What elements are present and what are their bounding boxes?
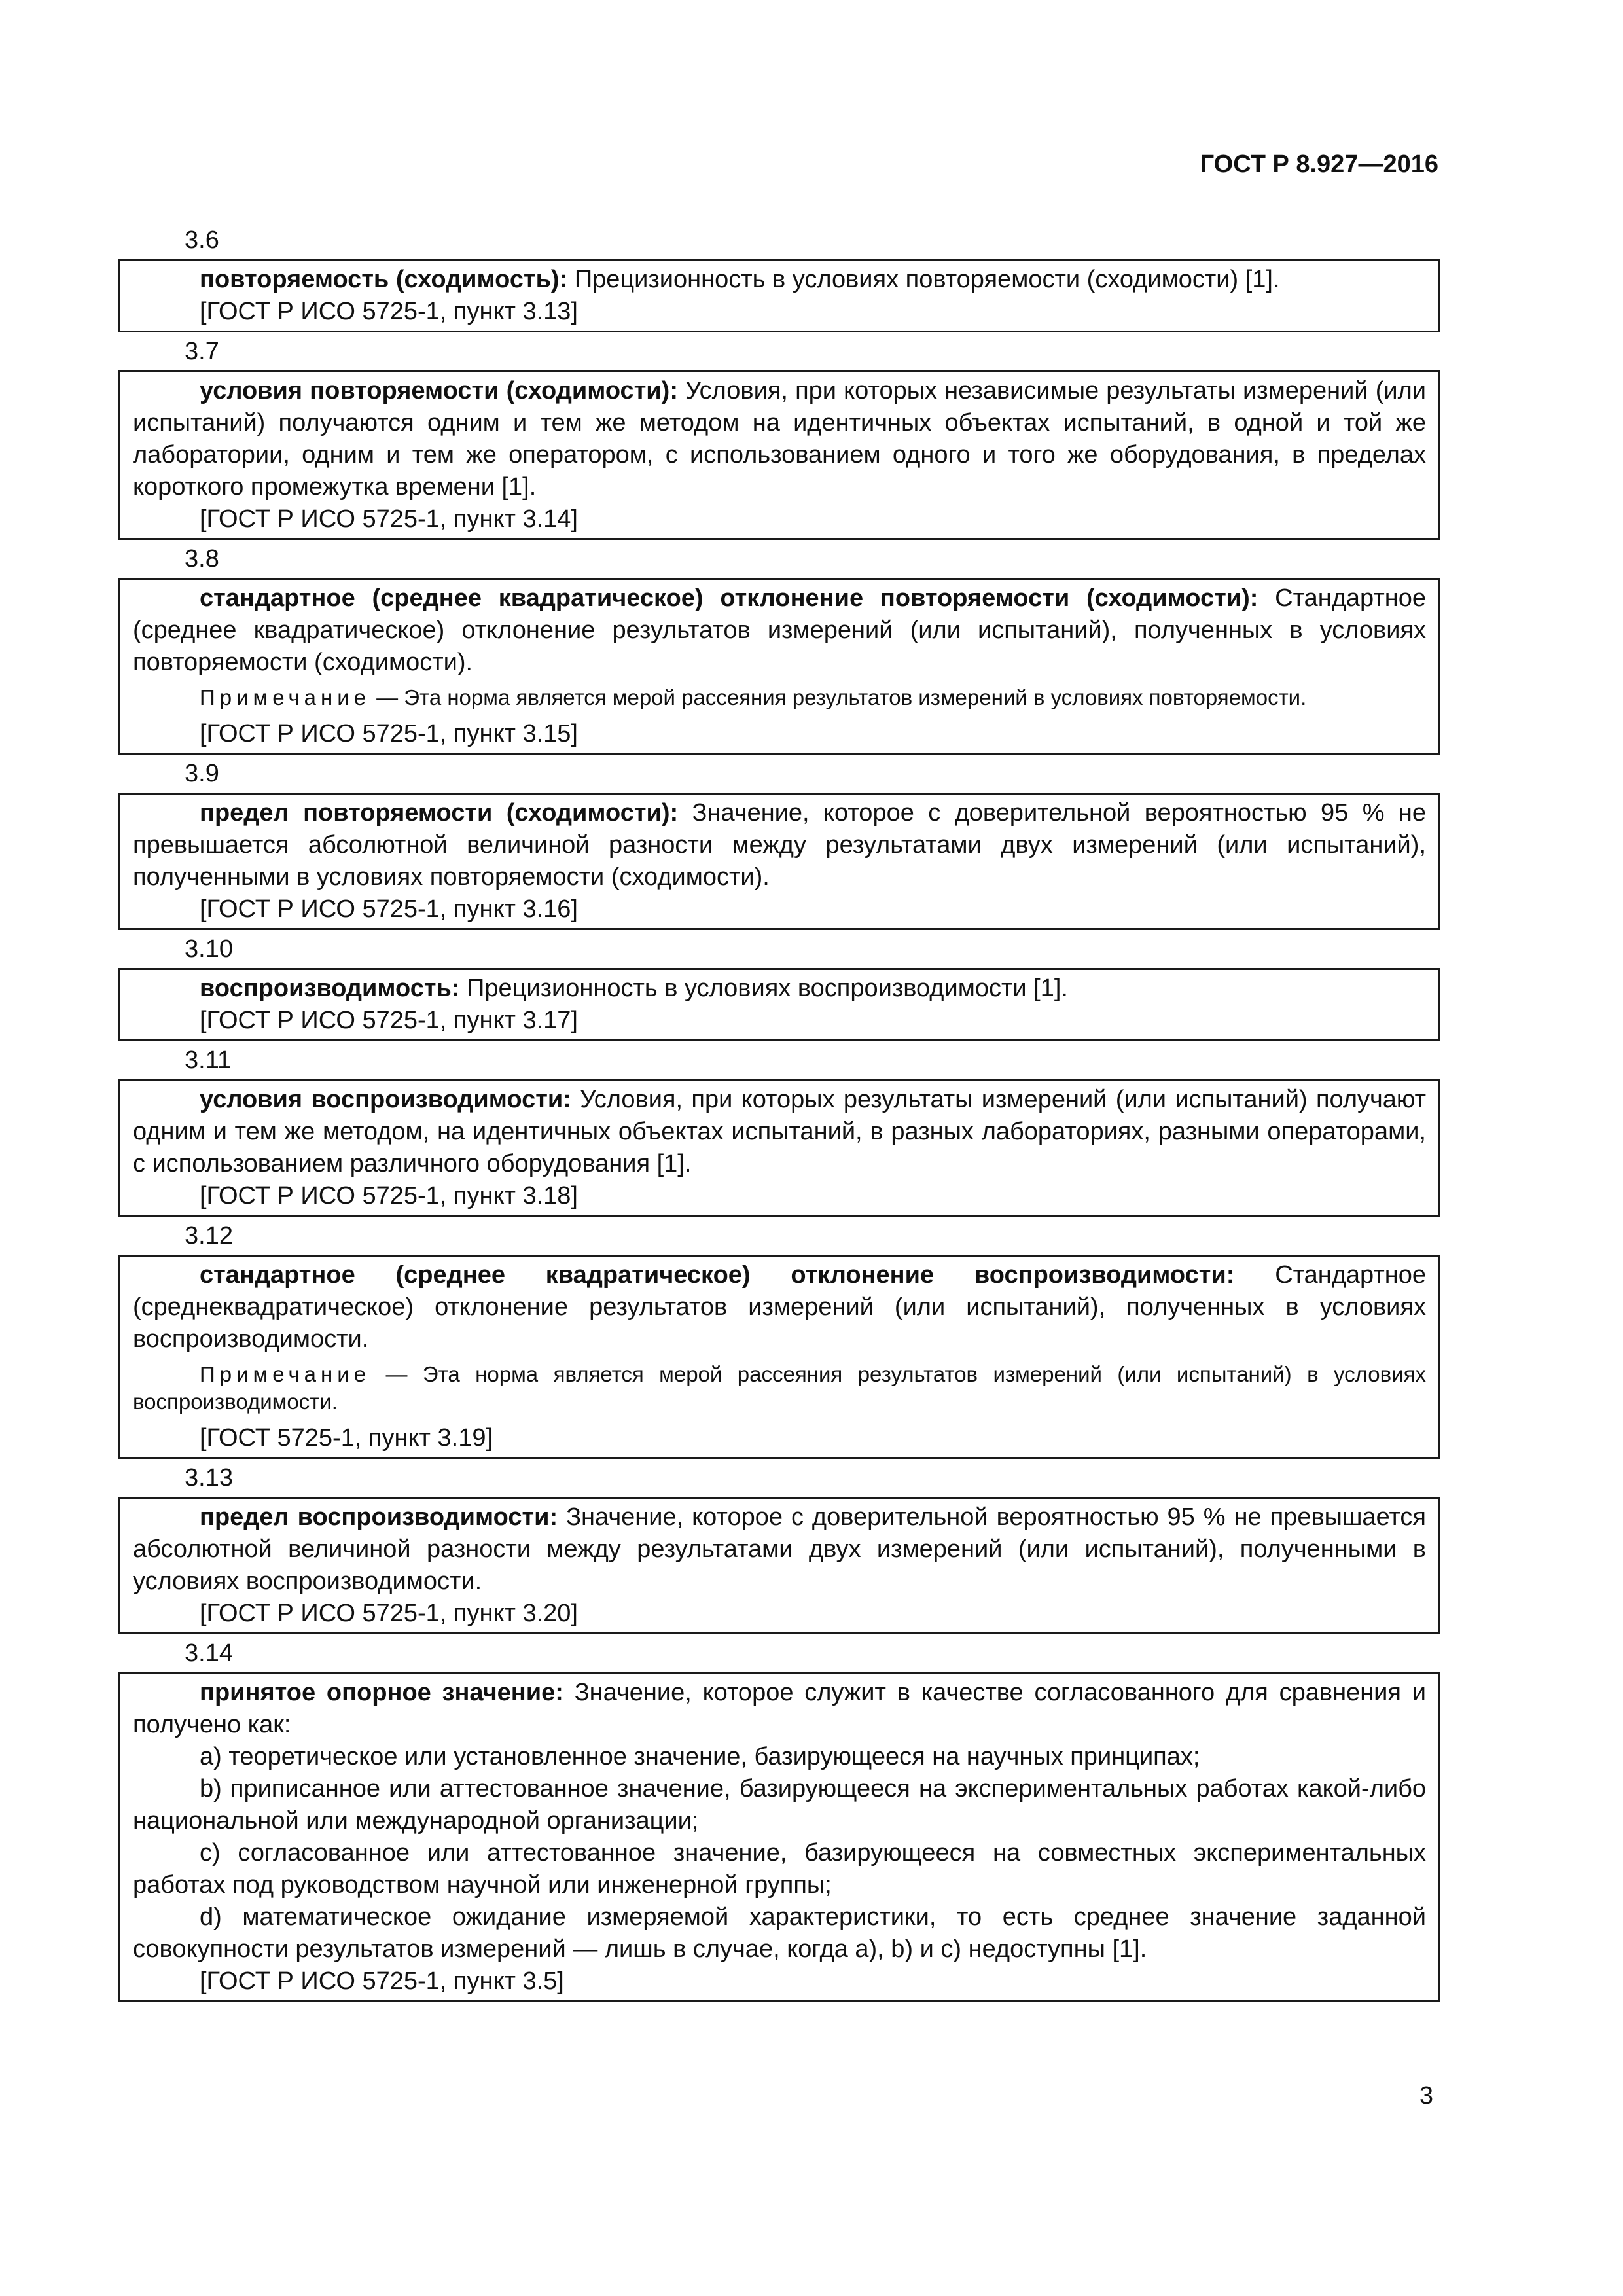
definition-text	[133, 1677, 1426, 1741]
definition: Условия, при которых независимые результаты измерений (или испытаний) получаются одним и тем же методом на идентичных объектах испытаний, в одной и той же лаборатории, одним и тем же оператором, с использованием одного и того же оборудования, в пределах короткого промежутка времени [1].	[133, 377, 1426, 501]
definition-box	[118, 968, 1440, 1041]
note	[133, 684, 1426, 711]
list-item: а) теоретическое или установленное значение, базирующееся на научных принципах;	[200, 1743, 1200, 1770]
definition: Значение, которое с доверительной вероятностью 95 % не превышается абсолютной величиной разности между результатами двух измерений (или испытаний), полученными в условиях повторяемости (сходимости).	[133, 799, 1426, 891]
entry-number: 3.9	[185, 760, 219, 787]
note	[133, 1361, 1426, 1416]
definitions-list	[118, 221, 1440, 2002]
term: стандартное (среднее квадратическое) отклонение воспроизводимости:	[200, 1261, 1235, 1289]
definition: Значение, которое с доверительной вероятностью 95 % не превышается абсолютной величиной разности между результатами двух измерений (или испытаний), полученными в условиях воспроизводимости.	[133, 1503, 1426, 1595]
definition: Стандартное (среднее квадратическое) отклонение результатов измерений (или испытаний), полученных в условиях повторяемости (сходимости).	[133, 584, 1426, 676]
term: принятое опорное значение:	[200, 1679, 563, 1706]
entry-number: 3.14	[185, 1640, 233, 1667]
source-reference: [ГОСТ 5725-1, пункт 3.19]	[200, 1424, 493, 1452]
entry-number: 3.10	[185, 935, 233, 963]
definition: Значение, которое служит в качестве согласованного для сравнения и получено как:	[133, 1679, 1427, 1738]
definition: Прецизионность в условиях повторяемости (сходимости) [1].	[574, 266, 1280, 293]
entry-number: 3.11	[185, 1047, 232, 1074]
entry-number: 3.12	[185, 1222, 233, 1249]
definition-box	[118, 578, 1440, 755]
term: условия повторяемости (сходимости):	[200, 377, 678, 404]
entry-number: 3.8	[185, 545, 219, 573]
term: повторяемость (сходимость):	[200, 266, 568, 293]
list-item: b) приписанное или аттестованное значение, базирующееся на экспериментальных работах какой-либо национальной или международной организации;	[133, 1775, 1426, 1835]
source-reference: [ГОСТ Р ИСО 5725-1, пункт 3.14]	[200, 505, 578, 533]
term: предел воспроизводимости:	[200, 1503, 558, 1531]
list-item: d) математическое ожидание измеряемой характеристики, то есть среднее значение заданной совокупности результатов измерений — лишь в случае, когда а), b) и c) недоступны [1].	[133, 1903, 1426, 1963]
definition-box	[118, 1079, 1440, 1217]
source-reference: [ГОСТ Р ИСО 5725-1, пункт 3.20]	[200, 1600, 578, 1627]
definition-box	[118, 793, 1440, 930]
definition-text	[133, 375, 1426, 503]
definition-text	[133, 1084, 1426, 1180]
entry-number: 3.13	[185, 1464, 233, 1492]
definition-text	[133, 1501, 1426, 1598]
definition: Условия, при которых результаты измерений (или испытаний) получают одним и тем же методом, на идентичных объектах испытаний, в разных лабораториях, разными операторами, с использованием различного оборудования [1].	[133, 1086, 1427, 1177]
definition-text	[133, 583, 1426, 679]
definition-box	[118, 370, 1440, 540]
note-text: — Эта норма является мерой рассеяния результатов измерений в условиях повторяемости.	[370, 685, 1307, 709]
definition-box	[118, 1672, 1440, 2002]
definition-text	[133, 264, 1426, 296]
source-reference: [ГОСТ Р ИСО 5725-1, пункт 3.13]	[200, 298, 578, 325]
source-reference: [ГОСТ Р ИСО 5725-1, пункт 3.17]	[200, 1007, 578, 1034]
definition-box	[118, 1497, 1440, 1634]
note-text: — Эта норма является мерой рассеяния результатов измерений (или испытаний) в условиях воспроизводимости.	[133, 1362, 1426, 1414]
definition-text	[133, 797, 1426, 893]
term: стандартное (среднее квадратическое) отклонение повторяемости (сходимости):	[200, 584, 1258, 612]
note-label: Примечание	[200, 685, 371, 709]
definition-text	[133, 1259, 1426, 1355]
source-reference: [ГОСТ Р ИСО 5725-1, пункт 3.18]	[200, 1182, 578, 1210]
source-reference: [ГОСТ Р ИСО 5725-1, пункт 3.15]	[200, 720, 578, 747]
definition-box	[118, 1255, 1440, 1459]
definition: Прецизионность в условиях воспроизводимости [1].	[467, 975, 1068, 1002]
source-reference: [ГОСТ Р ИСО 5725-1, пункт 3.16]	[200, 895, 578, 923]
page-number: 3	[1419, 2082, 1433, 2109]
document-header: ГОСТ Р 8.927—2016	[1200, 151, 1438, 178]
list-item: c) согласованное или аттестованное значение, базирующееся на совместных экспериментальных работах под руководством научной или инженерной группы;	[133, 1839, 1426, 1899]
entry-number: 3.6	[185, 226, 219, 254]
definition-box	[118, 259, 1440, 332]
term: предел повторяемости (сходимости):	[200, 799, 679, 827]
definition: Стандартное (среднеквадратическое) отклонение результатов измерений (или испытаний), полученных в условиях воспроизводимости.	[133, 1261, 1427, 1353]
entry-number: 3.7	[185, 338, 219, 365]
definition-text	[133, 973, 1426, 1005]
term: условия воспроизводимости:	[200, 1086, 571, 1113]
term: воспроизводимость:	[200, 975, 460, 1002]
source-reference: [ГОСТ Р ИСО 5725-1, пункт 3.5]	[200, 1967, 564, 1995]
note-label: Примечание	[200, 1362, 371, 1386]
